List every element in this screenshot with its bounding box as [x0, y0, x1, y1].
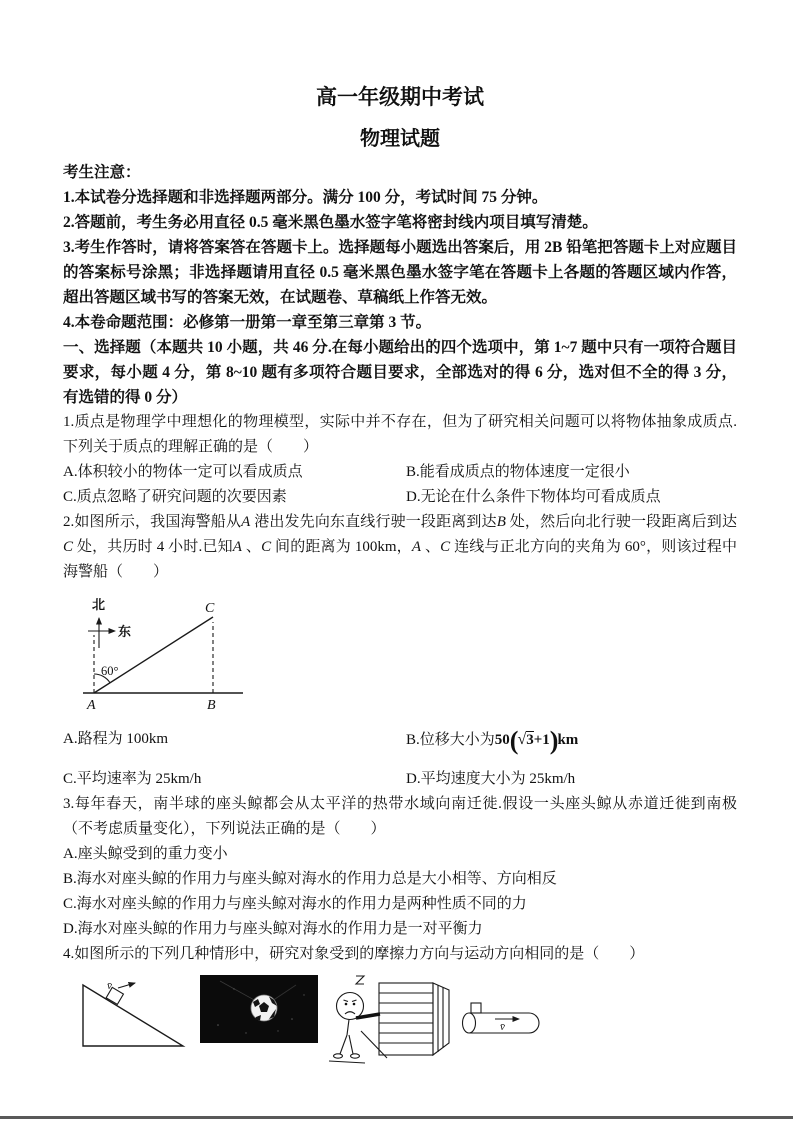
question-1-text: 1.质点是物理学中理想化的物理模型，实际中并不存在，但为了研究相关问题可以将物体抽象成质点.下列关于质点的理解正确的是（ ）: [63, 414, 737, 455]
velocity-arrow: [118, 983, 135, 988]
text-segment: 港出发先向东直线行驶一段距离到达: [250, 514, 497, 530]
north-label: 北: [92, 597, 106, 612]
text-segment: 、: [241, 539, 262, 555]
person-frown: [345, 1012, 355, 1014]
point-B-label: B: [207, 698, 216, 713]
text-segment: 处，共历时 4 小时.已知: [73, 539, 233, 555]
notice-heading: 考生注意：: [63, 164, 141, 181]
question-1-options: [63, 460, 737, 510]
point-A-label: A: [87, 698, 96, 713]
crate-side: [433, 983, 449, 1055]
noise-dot: [233, 988, 234, 989]
ground-line: [329, 1061, 365, 1063]
crate-front: [379, 983, 433, 1055]
styled-segment: ): [549, 726, 558, 755]
text-segment: 连线与正北方向的夹角为 60°，则该过程中海警船（ ）: [63, 539, 737, 580]
styled-segment: C: [440, 539, 451, 555]
cylinder-left-cap: [463, 1013, 476, 1033]
text-segment: B.位移大小为: [406, 732, 495, 748]
line-A-to-C: [94, 617, 213, 693]
exam-content: [63, 84, 737, 1065]
text-segment: 、: [421, 539, 441, 555]
styled-segment: A: [411, 539, 422, 555]
push-stick: [361, 1031, 387, 1058]
noise-dot: [277, 1030, 278, 1031]
frustration-zigzag: [356, 976, 364, 984]
figure-person-pushing-crate: [323, 973, 453, 1065]
styled-segment: A: [241, 514, 251, 530]
text-segment: 间的距离为 100km，: [271, 539, 412, 555]
person-brow: [352, 1000, 357, 1002]
styled-segment: (: [509, 726, 518, 755]
q3-option-d: D.海水对座头鲸的作用力与座头鲸对海水的作用力是一对平衡力: [63, 921, 483, 937]
styled-segment: 3: [526, 732, 534, 748]
question-4-figures: [63, 973, 737, 1065]
text-segment: 2.如图所示，我国海警船从: [63, 514, 242, 530]
angle-label: 60°: [101, 664, 119, 678]
person-eye: [345, 1003, 348, 1006]
q1-option-c: C.质点忽略了研究问题的次要因素: [63, 489, 287, 505]
q2-option-d: D.平均速度大小为 25km/h: [406, 771, 576, 787]
person-foot: [334, 1054, 343, 1058]
styled-segment: √: [517, 731, 527, 748]
person-brow: [344, 1000, 349, 1002]
point-C-label: C: [205, 601, 215, 616]
styled-segment: C: [63, 539, 74, 555]
styled-segment: A: [232, 539, 242, 555]
styled-segment: +1: [533, 732, 550, 748]
figure-incline-block: [75, 979, 189, 1053]
question-3-text: 3.每年春天，南半球的座头鲸都会从太平洋的热带水域向南迁徙.假设一头座头鲸从赤道迁徙到南极（不考虑质量变化），下列说法正确的是（ ）: [63, 796, 737, 837]
section-1-heading: 一、选择题（本题共 10 小题，共 46 分.在每小题给出的四个选项中，第 1~7 题中只有一项符合题目要求，每小题 4 分，第 8~10 题有多项符合题目要求，全部选对的得 6 分，选对但不全的得 3 分，有选错的得 0 分）: [63, 339, 737, 406]
exam-subtitle: 物理试题: [360, 128, 440, 150]
q1-option-a: A.体积较小的物体一定可以看成质点: [63, 464, 303, 480]
noise-dot: [291, 1018, 293, 1020]
q1-option-b: B.能看成质点的物体速度一定很小: [406, 464, 630, 480]
person-eye: [353, 1003, 356, 1006]
q1-option-d: D.无论在什么条件下物体均可看成质点: [406, 489, 661, 505]
figure-soccer-ball-photo: [200, 975, 318, 1043]
noise-dot: [303, 994, 304, 995]
text-segment: 处，然后向北行驶一段距离后到达: [505, 514, 737, 530]
q3-option-b: B.海水对座头鲸的作用力与座头鲸对海水的作用力总是大小相等、方向相反: [63, 871, 557, 887]
q2-option-b: [406, 727, 737, 754]
notice-item-2: 2.答题前，考生务必用直径 0.5 毫米黑色墨水签字笔将密封线内项目填写清楚。: [63, 214, 598, 231]
velocity-label: v̄: [107, 980, 112, 992]
incline-triangle: [83, 985, 183, 1046]
question-2-text: [63, 510, 737, 585]
question-2-figure-wrap: [83, 593, 737, 715]
person-arm: [356, 1014, 380, 1018]
question-3-options: [63, 842, 737, 942]
q3-option-a: A.座头鲸受到的重力变小: [63, 846, 228, 862]
figure-moving-cylinder: [455, 1001, 551, 1045]
question-2-options: [63, 719, 737, 792]
styled-segment: 50: [494, 732, 510, 748]
block-on-cylinder: [471, 1003, 481, 1013]
question-2-figure: [83, 593, 251, 715]
velocity-label: v̄: [500, 1021, 505, 1033]
notice-item-4: 4.本卷命题范围：必修第一册第一章至第三章第 3 节。: [63, 314, 432, 331]
notice-item-3: 3.考生作答时，请将答案答在答题卡上。选择题每小题选出答案后，用 2B 铅笔把答题卡上对应题目的答案标号涂黑；非选择题请用直径 0.5 毫米黑色墨水签字笔在答题卡上各题的答题区域内作答，超出答题区域书写的答案无效，在试题卷、草稿纸上作答无效。: [63, 239, 737, 306]
q3-option-c: C.海水对座头鲸的作用力与座头鲸对海水的作用力是两种性质不同的力: [63, 896, 527, 912]
person-leg: [340, 1035, 347, 1054]
q2-option-a: A.路程为 100km: [63, 731, 169, 747]
styled-segment: C: [261, 539, 272, 555]
q2-option-c: C.平均速率为 25km/h: [63, 771, 202, 787]
person-body: [347, 1020, 349, 1036]
noise-dot: [217, 1024, 219, 1026]
styled-segment: km: [557, 732, 579, 748]
person-leg: [349, 1035, 353, 1054]
east-label: 东: [118, 624, 132, 639]
question-4-text: 4.如图所示的下列几种情形中，研究对象受到的摩擦力方向与运动方向相同的是（ ）: [63, 946, 645, 962]
page-bottom-divider: [0, 1116, 793, 1119]
styled-segment: B: [496, 514, 506, 530]
person-foot: [351, 1054, 360, 1058]
noise-dot: [245, 1032, 246, 1033]
exam-title: 高一年级期中考试: [316, 85, 484, 109]
notice-section: [63, 160, 737, 335]
notice-item-1: 1.本试卷分选择题和非选择题两部分。满分 100 分，考试时间 75 分钟。: [63, 189, 548, 206]
person-head: [337, 993, 364, 1020]
